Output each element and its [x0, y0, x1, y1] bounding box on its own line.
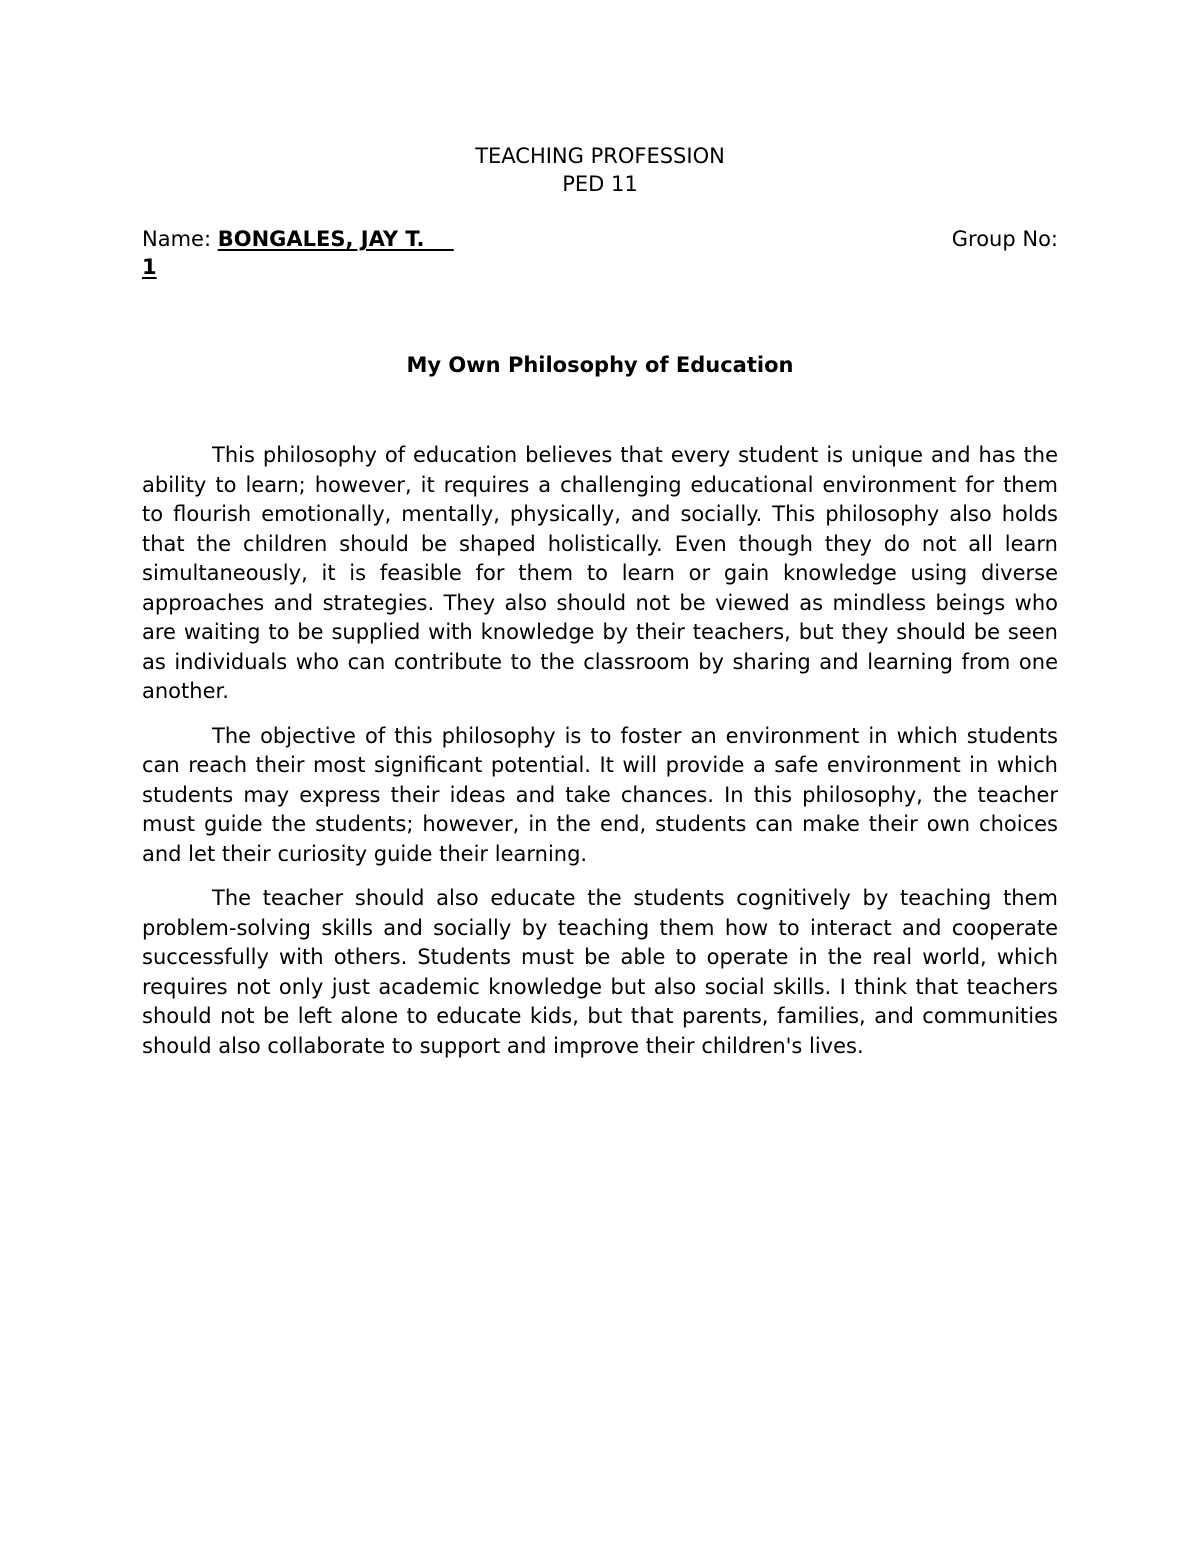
group-number: 1: [142, 255, 157, 279]
essay-title: My Own Philosophy of Education: [406, 353, 794, 377]
course-title: TEACHING PROFESSION: [475, 144, 725, 168]
group-label: Group No:: [951, 227, 1058, 251]
essay-paragraph: The teacher should also educate the students cognitively by teaching them problem-solving skills and socially by teaching them how to interact and cooperate successfully with others. Students must be able to operate in the real world, which requires not only just academic knowledge but also social skills. I think that teachers should not be left alone to educate kids, but that parents, families, and communities should also collaborate to support and improve their children's lives.: [142, 886, 1058, 1058]
course-code: PED 11: [562, 172, 638, 196]
essay-body: [142, 441, 1058, 1076]
student-name: BONGALES, JAY T.: [217, 227, 454, 251]
student-info-row: [142, 225, 1058, 253]
name-label: Name:: [142, 227, 218, 251]
essay-paragraph: The objective of this philosophy is to foster an environment in which students can reach their most significant potential. It will provide a safe environment in which students may express their ideas and take chances. In this philosophy, the teacher must guide the students; however, in the end, students can make their own choices and let their curiosity guide their learning.: [142, 723, 1058, 866]
essay-paragraph: This philosophy of education believes that every student is unique and has the ability to learn; however, it requires a challenging educational environment for them to flourish emotionally, mentally, physically, and socially. This philosophy also holds that the children should be shaped holistically. Even though they do not all learn simultaneously, it is feasible for them to learn or gain knowledge using diverse approaches and strategies. They also should not be viewed as mindless beings who are waiting to be supplied with knowledge by their teachers, but they should be seen as individuals who can contribute to the classroom by sharing and learning from one another.: [142, 443, 1058, 703]
